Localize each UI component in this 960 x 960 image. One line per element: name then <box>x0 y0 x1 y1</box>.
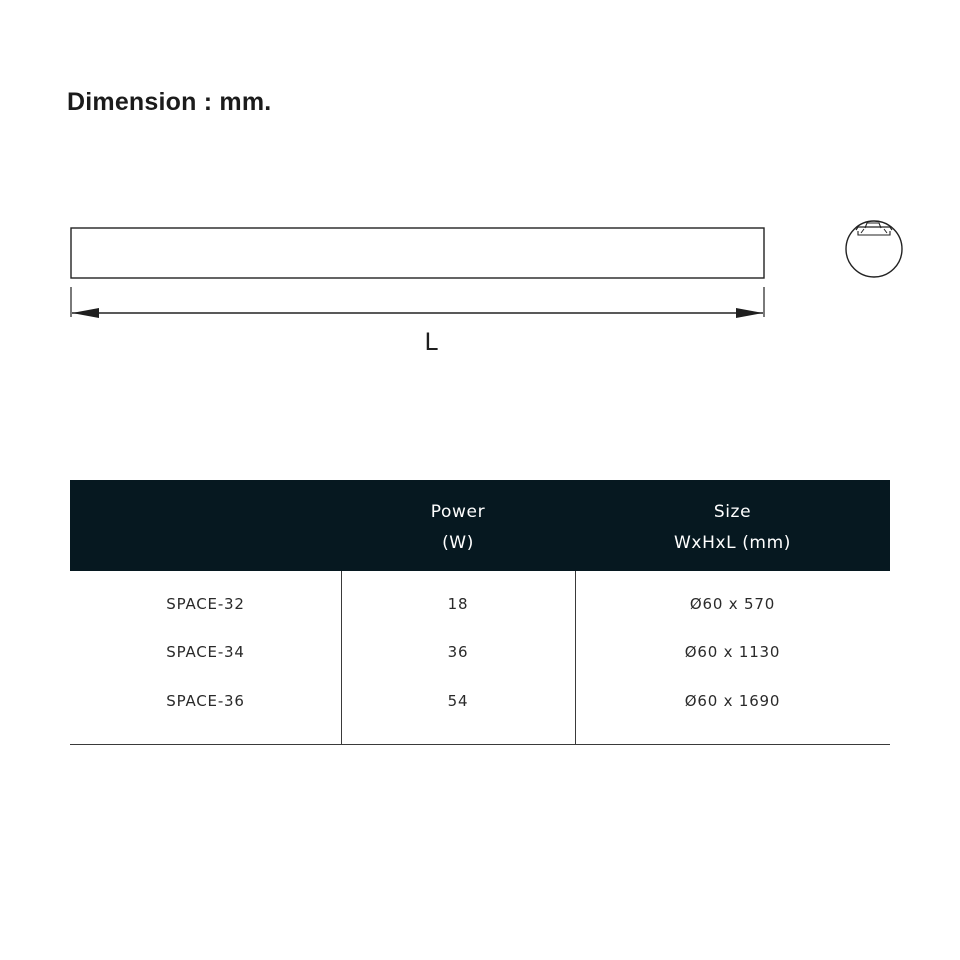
power-cell: 18 <box>447 595 469 613</box>
fixture-cross-section <box>846 221 902 277</box>
power-header-label: Power <box>430 502 486 522</box>
model-cell: SPACE-32 <box>166 595 245 613</box>
dimension-diagram <box>0 0 960 400</box>
table-row <box>70 637 890 667</box>
column-header-power <box>341 497 575 559</box>
table-body <box>70 571 890 745</box>
model-cell: SPACE-36 <box>166 692 245 710</box>
size-header-unit: WxHxL (mm) <box>674 533 791 553</box>
model-cell: SPACE-34 <box>166 643 245 661</box>
column-header-size <box>575 497 890 559</box>
power-header-unit: (W) <box>442 533 474 553</box>
power-cell: 54 <box>447 692 469 710</box>
size-header-label: Size <box>713 502 752 522</box>
table-row <box>70 589 890 619</box>
size-cell: Ø60 x 570 <box>689 595 776 613</box>
page-title: Dimension : mm. <box>67 88 272 116</box>
size-cell: Ø60 x 1130 <box>684 643 781 661</box>
length-label: L <box>424 328 438 356</box>
table-row <box>70 686 890 716</box>
fixture-side-view <box>71 228 764 278</box>
table-header <box>70 480 890 571</box>
size-cell: Ø60 x 1690 <box>684 692 781 710</box>
specification-table <box>70 480 890 745</box>
power-cell: 36 <box>447 643 469 661</box>
